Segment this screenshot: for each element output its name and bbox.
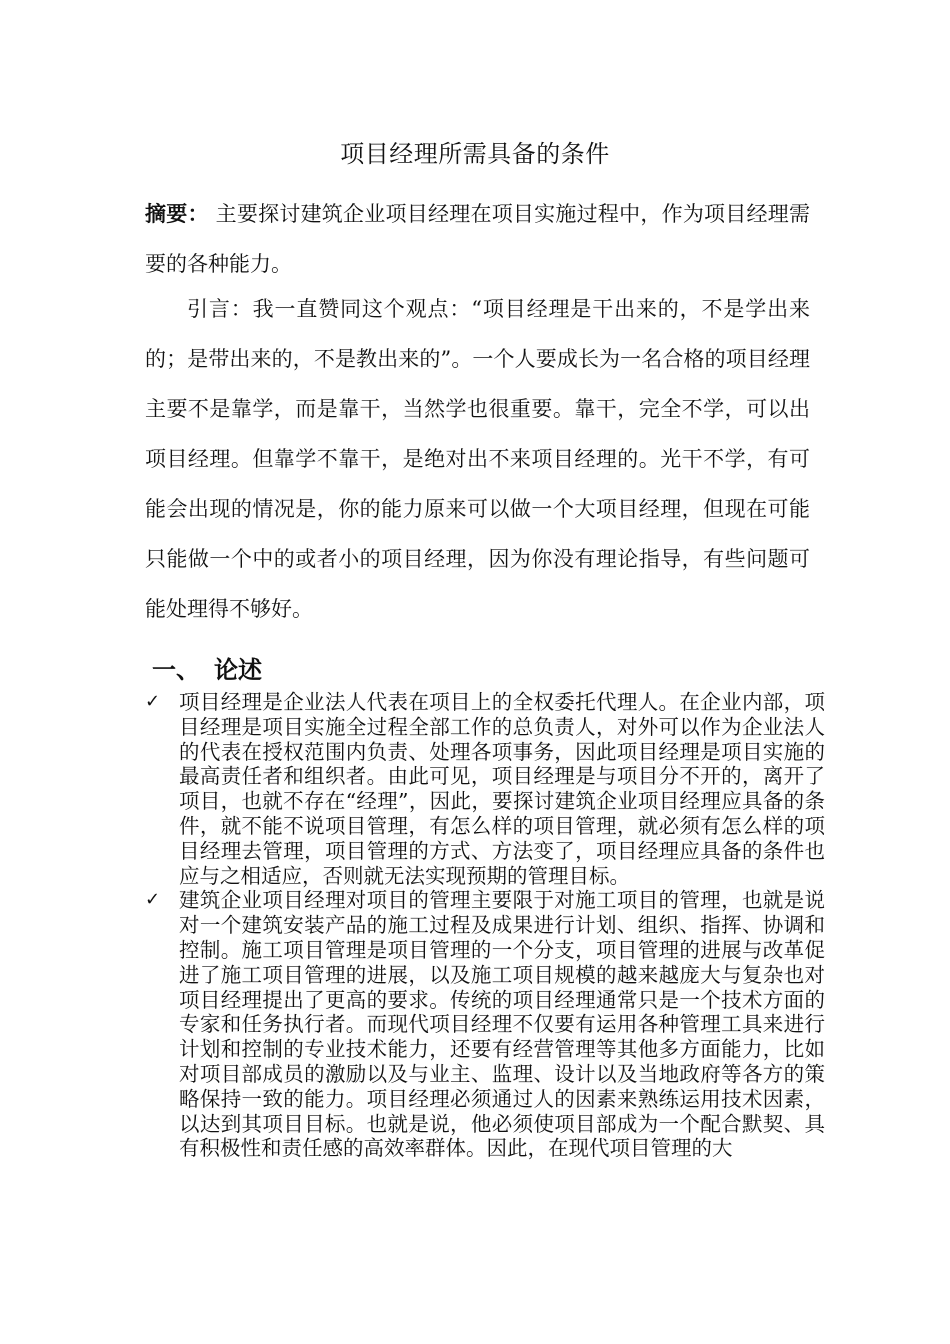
abstract-label: 摘要：	[145, 201, 209, 226]
bullet-text: 项目经理是企业法人代表在项目上的全权委托代理人。在企业内部，项目经理是项目实施全过程全部工作的总负责人，对外可以作为企业法人的代表在授权范围内负责、处理各项事务，因此项目经理是项目实施的最高责任者和组织者。由此可见，项目经理是与项目分不开的，离开了项目，也就不存在“经理”，因此，要探讨建筑企业项目经理应具备的条件，就不能不说项目管理，有怎么样的项目管理，就必须有怎么样的项目经理去管理，项目管理的方式、方法变了，项目经理应具备的条件也应与之相适应，否则就无法实现预期的管理目标。	[179, 690, 825, 888]
section-heading	[152, 650, 262, 685]
document-title: 项目经理所需具备的条件	[340, 140, 610, 168]
section-title: 论述	[214, 655, 262, 684]
section-number: 一、	[152, 655, 200, 684]
bullet-text: 建筑企业项目经理对项目的管理主要限于对施工项目的管理，也就是说对一个建筑安装产品的施工过程及成果进行计划、组织、指挥、协调和控制。施工项目管理是项目管理的一个分支，项目管理的进展与改革促进了施工项目管理的进展，以及施工项目规模的越来越庞大与复杂也对项目经理提出了更高的要求。传统的项目经理通常只是一个技术方面的专家和任务执行者。而现代项目经理不仅要有运用各种管理工具来进行计划和控制的专业技术能力，还要有经营管理等其他多方面能力，比如对项目部成员的激励以及与业主、监理、设计以及当地政府等各方的策略保持一致的能力。项目经理必须通过人的因素来熟练运用技术因素，以达到其项目目标。也就是说，他必须使项目部成为一个配合默契、具有积极性和责任感的高效率群体。因此，在现代项目管理的大	[179, 888, 825, 1161]
abstract-text: 主要探讨建筑企业项目经理在项目实施过程中，作为项目经理需要的各种能力。	[145, 202, 810, 276]
bullet-list	[145, 690, 825, 1161]
bullet-item	[145, 888, 825, 1161]
intro-paragraph: 引言：我一直赞同这个观点：“项目经理是干出来的，不是学出来的；是带出来的，不是教出来的”。一个人要成长为一名合格的项目经理主要不是靠学，而是靠干，当然学也很重要。靠干，完全不学，可以出项目经理。但靠学不靠干，是绝对出不来项目经理的。光干不学，有可能会出现的情况是，你的能力原来可以做一个大项目经理，但现在可能只能做一个中的或者小的项目经理，因为你没有理论指导，有些问题可能处理得不够好。	[145, 297, 810, 621]
check-mark-icon: ✓	[145, 691, 161, 712]
check-mark-icon: ✓	[145, 889, 161, 911]
bullet-item	[145, 690, 825, 888]
abstract-paragraph	[145, 189, 810, 289]
